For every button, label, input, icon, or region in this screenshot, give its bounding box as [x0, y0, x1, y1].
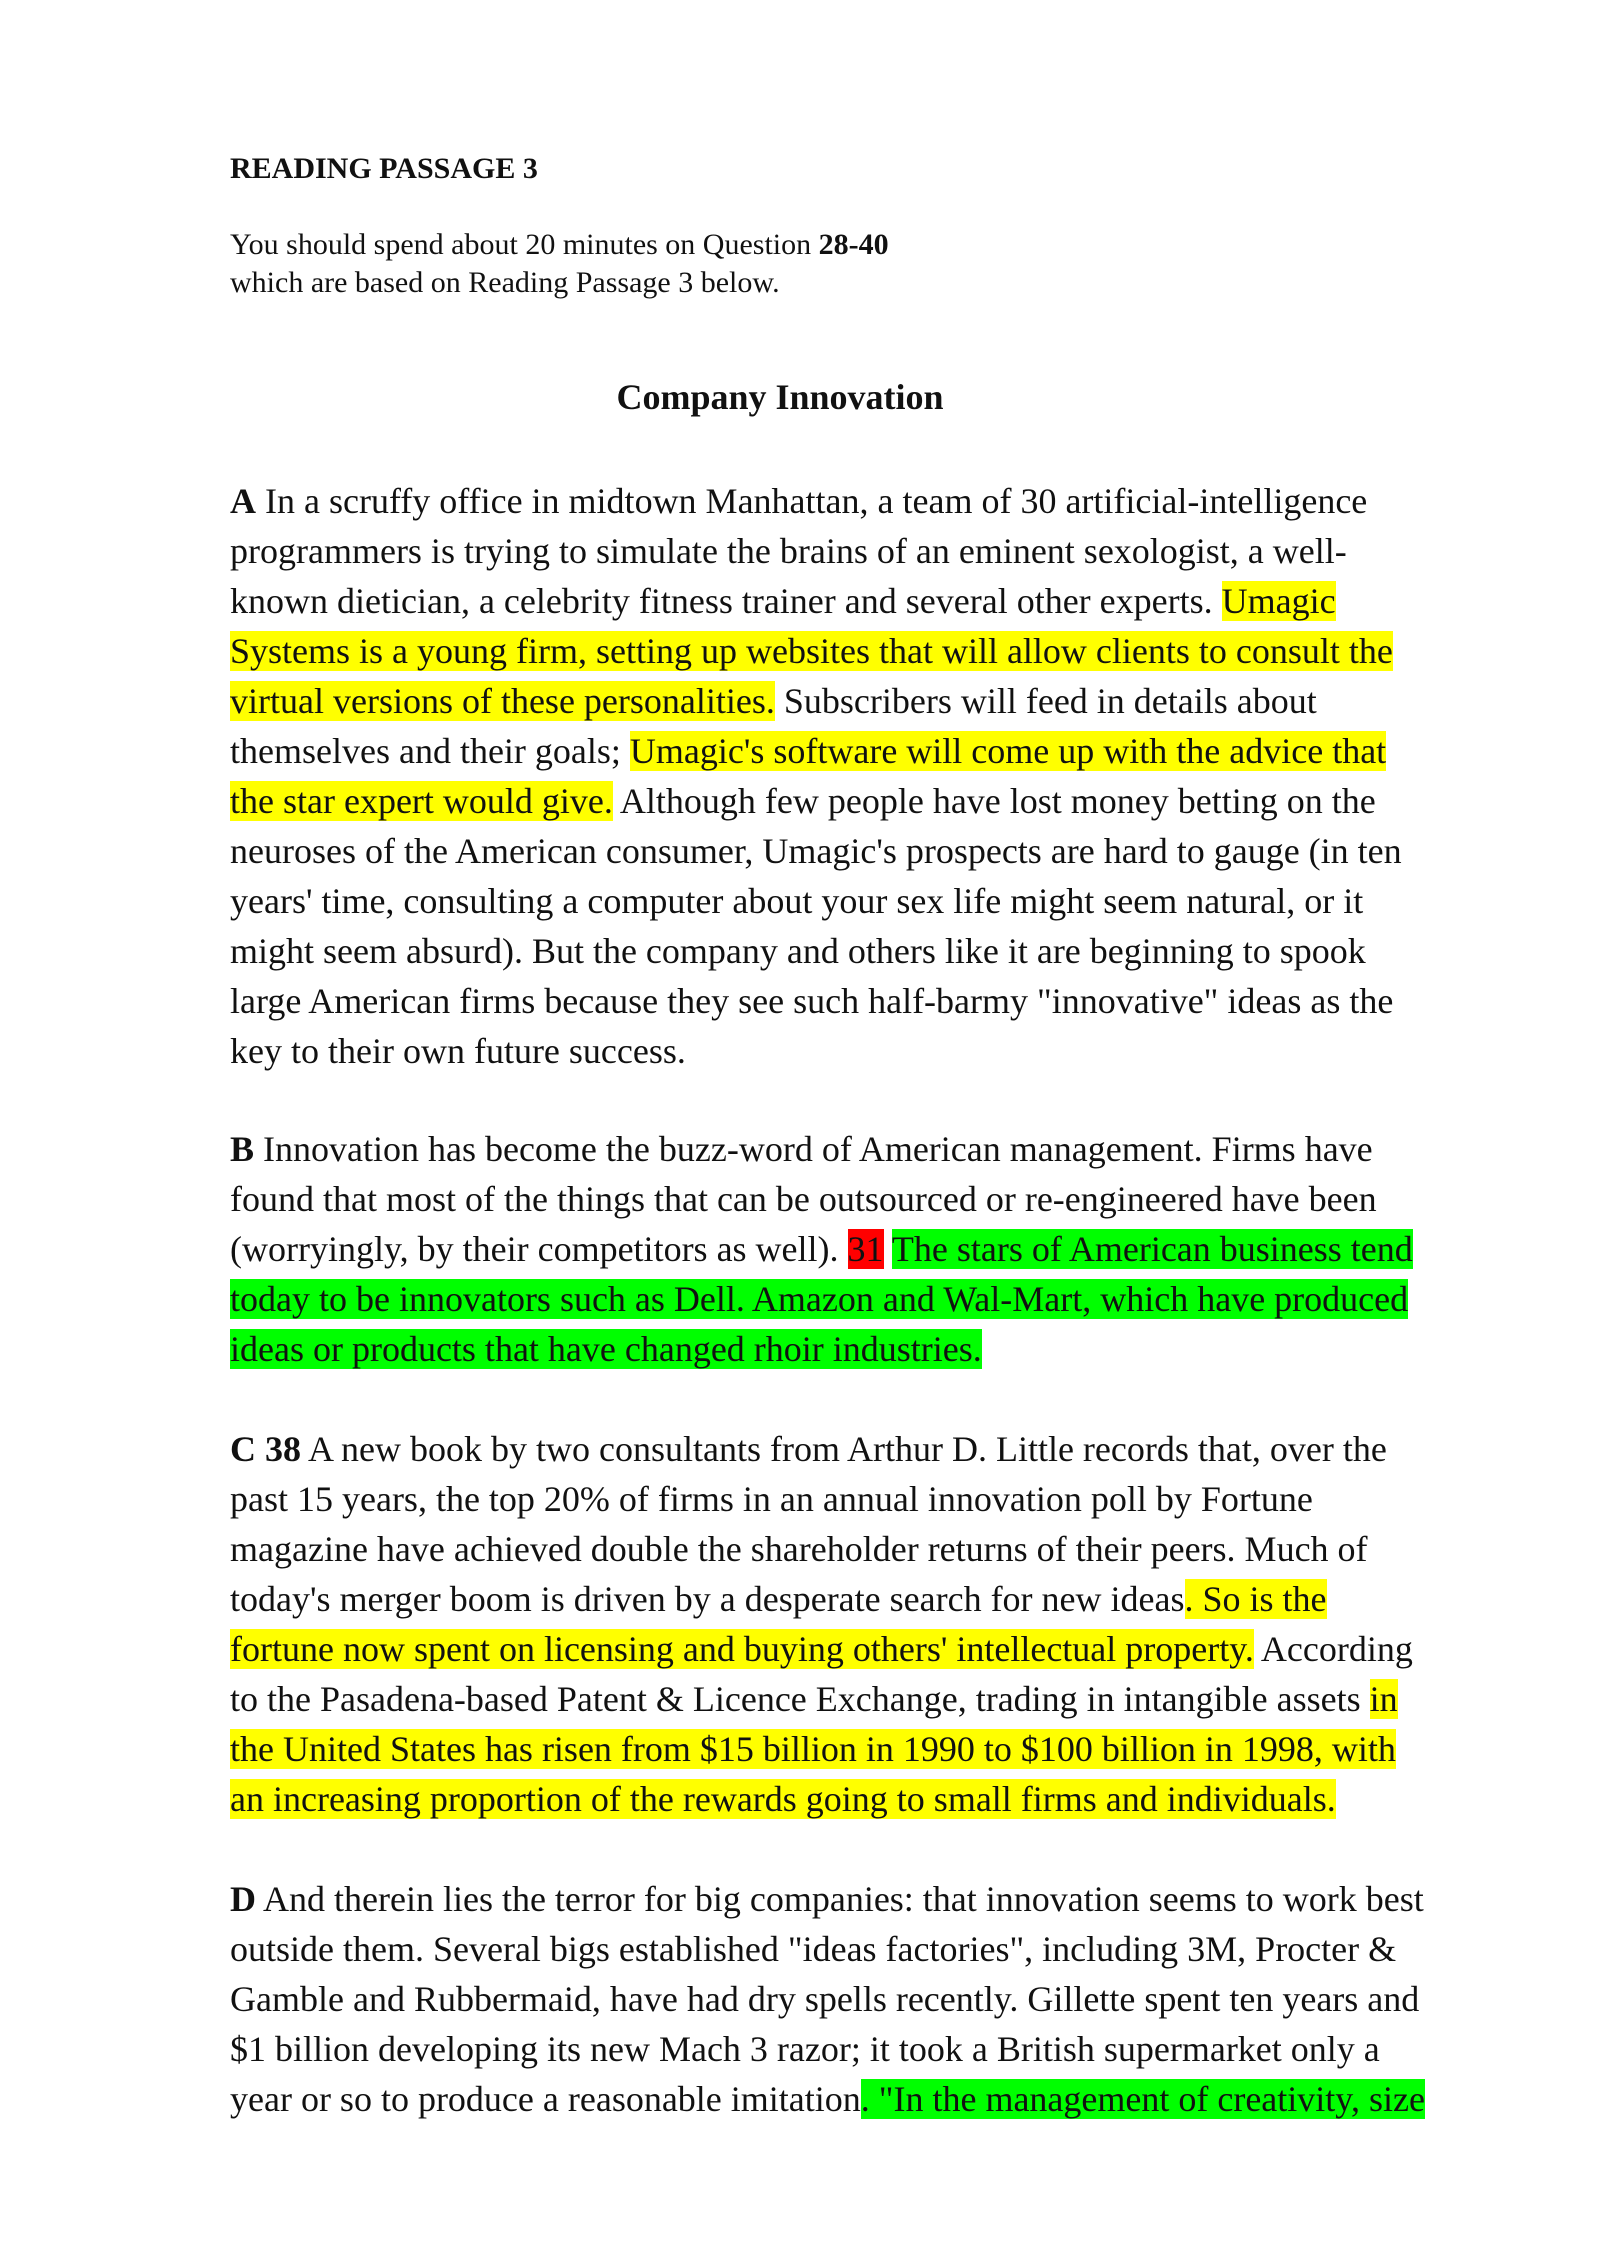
paragraph-b-line — [230, 1324, 1500, 1374]
paragraph-a-line — [230, 876, 1500, 926]
text-segment: today's merger boom is driven by a desperate search for new ideas — [230, 1579, 1185, 1619]
paragraph-a-line — [230, 626, 1500, 676]
text-segment: According — [1253, 1629, 1413, 1669]
paragraph-a-line — [230, 526, 1500, 576]
paragraph-a-line — [230, 1026, 1500, 1076]
highlight-green: . "In the management of creativity, size — [860, 2079, 1425, 2119]
paragraph-c-line — [230, 1774, 1500, 1824]
paragraph-d-line — [230, 2024, 1500, 2074]
highlight-green: ideas or products that have changed rhoir industries. — [230, 1329, 982, 1369]
highlight-yellow: Umagic's software will come up with the advice that — [629, 731, 1387, 771]
paragraph-d-line — [230, 1974, 1500, 2024]
instructions-line-2: which are based on Reading Passage 3 below. — [230, 266, 780, 299]
paragraph-d-line — [230, 2074, 1500, 2124]
text-segment: year or so to produce a reasonable imitation — [230, 2079, 861, 2119]
text-segment: known dietician, a celebrity fitness trainer and several other experts. — [230, 581, 1222, 621]
text-segment: Gamble and Rubbermaid, have had dry spells recently. Gillette spent ten years and — [230, 1979, 1420, 2019]
paragraph-d-line — [230, 1874, 1500, 1924]
highlight-yellow: Umagic — [1221, 581, 1336, 621]
highlight-yellow: virtual versions of these personalities. — [230, 681, 775, 721]
text-segment: themselves and their goals; — [230, 731, 630, 771]
paragraph-c-line — [230, 1524, 1500, 1574]
paragraph-a-line — [230, 776, 1500, 826]
paragraph-c-line — [230, 1574, 1500, 1624]
text-segment: past 15 years, the top 20% of firms in an annual innovation poll by Fortune — [230, 1479, 1313, 1519]
text-segment: might seem absurd). But the company and others like it are beginning to spook — [230, 931, 1366, 971]
paragraph-c-line — [230, 1624, 1500, 1674]
passage-title: Company Innovation — [616, 377, 944, 417]
text-segment: $1 billion developing its new Mach 3 razor; it took a British supermarket only a — [230, 2029, 1380, 2069]
text-segment: key to their own future success. — [230, 1031, 686, 1071]
paragraph-c-line — [230, 1424, 1500, 1474]
highlight-yellow: the United States has risen from $15 billion in 1990 to $100 billion in 1998, with — [230, 1729, 1396, 1769]
text-segment: large American firms because they see such half-barmy "innovative" ideas as the — [230, 981, 1394, 1021]
text-segment: outside them. Several bigs established "ideas factories", including 3M, Procter & — [230, 1929, 1397, 1969]
paragraph-c-line — [230, 1724, 1500, 1774]
question-range: 28-40 — [818, 228, 889, 261]
highlight-green: today to be innovators such as Dell. Amazon and Wal-Mart, which have produced — [230, 1279, 1409, 1319]
paragraph-a-line — [230, 676, 1500, 726]
paragraph-a-line — [230, 976, 1500, 1026]
paragraph-c — [230, 1424, 1500, 1824]
instructions-line-1 — [230, 226, 889, 264]
instructions-text: You should spend about 20 minutes on Question — [230, 228, 819, 261]
text-segment — [884, 1229, 892, 1269]
paragraph-b — [230, 1124, 1500, 1374]
paragraph-letter: D — [230, 1879, 256, 1919]
paragraph-b-line — [230, 1224, 1500, 1274]
text-segment: magazine have achieved double the shareholder returns of their peers. Much of — [230, 1529, 1368, 1569]
text-segment: Although few people have lost money betting on the — [612, 781, 1376, 821]
paragraph-letter: C 38 — [230, 1429, 301, 1469]
paragraph-c-line — [230, 1474, 1500, 1524]
text-segment: programmers is trying to simulate the brains of an eminent sexologist, a well- — [230, 531, 1347, 571]
paragraph-b-line — [230, 1174, 1500, 1224]
paragraph-d — [230, 1874, 1500, 2124]
highlight-yellow: Systems is a young firm, setting up websites that will allow clients to consult the — [230, 631, 1393, 671]
text-segment: In a scruffy office in midtown Manhattan, a team of 30 artificial-intelligence — [256, 481, 1368, 521]
text-segment: And therein lies the terror for big companies: that innovation seems to work best — [256, 1879, 1424, 1919]
instructions — [230, 226, 889, 302]
paragraph-b-line — [230, 1124, 1500, 1174]
text-segment: found that most of the things that can be outsourced or re-engineered have been — [230, 1179, 1377, 1219]
highlight-green: The stars of American business tend — [891, 1229, 1413, 1269]
text-segment: years' time, consulting a computer about your sex life might seem natural, or it — [230, 881, 1364, 921]
paragraph-letter: A — [230, 481, 256, 521]
paragraph-a-line — [230, 926, 1500, 976]
paragraph-b-line — [230, 1274, 1500, 1324]
text-segment: A new book by two consultants from Arthur D. Little records that, over the — [301, 1429, 1387, 1469]
paragraph-a-line — [230, 826, 1500, 876]
paragraph-a-line — [230, 476, 1500, 526]
paragraph-d-line — [230, 1924, 1500, 1974]
paragraph-a-line — [230, 576, 1500, 626]
text-segment: (worryingly, by their competitors as well). — [230, 1229, 848, 1269]
text-segment: neuroses of the American consumer, Umagic's prospects are hard to gauge (in ten — [230, 831, 1402, 871]
highlight-yellow: the star expert would give. — [230, 781, 613, 821]
paragraph-a — [230, 476, 1500, 1076]
paragraph-c-line — [230, 1674, 1500, 1724]
text-segment: Innovation has become the buzz-word of American management. Firms have — [254, 1129, 1373, 1169]
paragraph-letter: B — [230, 1129, 255, 1169]
text-segment: to the Pasadena-based Patent & Licence Exchange, trading in intangible assets — [230, 1679, 1370, 1719]
highlight-yellow: an increasing proportion of the rewards going to small firms and individuals. — [230, 1779, 1336, 1819]
passage-heading: READING PASSAGE 3 — [230, 152, 538, 185]
paragraph-a-line — [230, 726, 1500, 776]
question-marker: 31 — [847, 1229, 884, 1269]
highlight-yellow: fortune now spent on licensing and buying others' intellectual property. — [230, 1629, 1254, 1669]
text-segment: Subscribers will feed in details about — [774, 681, 1317, 721]
highlight-yellow: . So is the — [1184, 1579, 1327, 1619]
highlight-yellow: in — [1369, 1679, 1398, 1719]
